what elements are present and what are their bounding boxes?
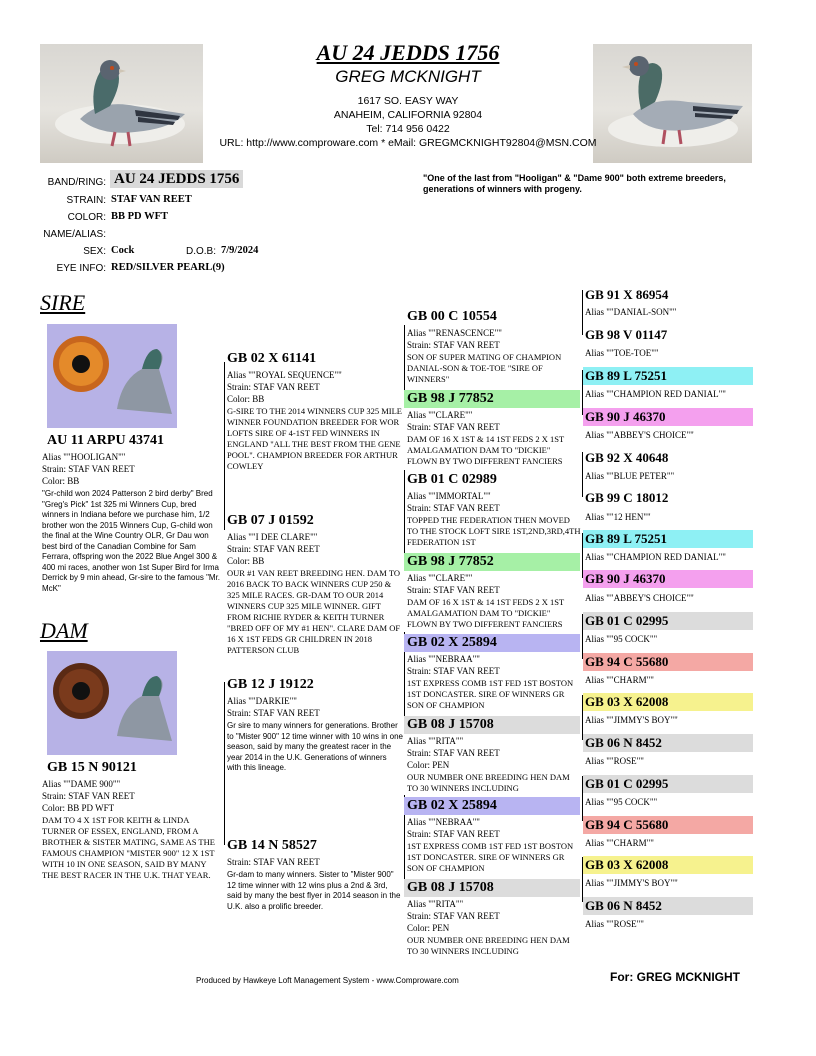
g3-6-notes: 1ST EXPRESS COMB 1ST FED 1ST BOSTON 1ST DONCASTER. SIRE OF WINNERS GR SON OF CHAMPION — [407, 841, 574, 873]
eye-info-label: EYE INFO: — [56, 263, 106, 274]
g4-1-band: GB 98 V 01147 — [585, 327, 668, 342]
g4-0-alias: Alias ""DANIAL-SON"" — [585, 307, 677, 317]
g3-3-band: GB 98 J 77852 — [404, 553, 580, 571]
g3-0-band: GB 00 C 10554 — [407, 309, 497, 324]
g4-6-alias: Alias ""CHAMPION RED DANIAL"" — [585, 552, 726, 562]
strain-label: STRAIN: — [66, 195, 106, 206]
dob-label: D.O.B: — [186, 246, 217, 257]
g3-4-band: GB 02 X 25894 — [404, 634, 580, 652]
g4-5-band: GB 99 C 18012 — [585, 490, 669, 505]
g2-3-notes: Gr-dam to many winners. Sister to "Mister 900" 12 time winner with 12 wins plus a 2nd & 3rd, said by many the best flyer in 2014 season in the U.K. also a prolific breeder. — [227, 870, 401, 911]
g2-3-strain: Strain: STAF VAN REET — [227, 857, 320, 867]
g3-5-band: GB 08 J 15708 — [404, 716, 580, 734]
g3-5-alias: Alias ""RITA"" — [407, 736, 464, 746]
sire-band: AU 11 ARPU 43741 — [47, 433, 165, 448]
g3-4-strain: Strain: STAF VAN REET — [407, 666, 500, 676]
telephone: Tel: 714 956 0422 — [366, 123, 450, 135]
g4-8-band: GB 01 C 02995 — [583, 612, 753, 630]
g2-3-band: GB 14 N 58527 — [227, 838, 317, 853]
g3-6-alias: Alias ""NEBRAA"" — [407, 817, 480, 827]
g4-10-band: GB 03 X 62008 — [583, 693, 753, 711]
g3-3-notes: DAM OF 16 X 1ST & 14 1ST FEDS 2 X 1ST AMALGAMATION DAM TO "DICKIE" FLOWN BY TWO DIFFERENT FANCIERS — [407, 597, 565, 629]
g2-2-band: GB 12 J 19122 — [227, 677, 314, 692]
sire-alias: Alias ""HOOLIGAN"" — [42, 452, 126, 462]
g4-1-alias: Alias ""TOE-TOE"" — [585, 348, 659, 358]
g3-5-strain: Strain: STAF VAN REET — [407, 748, 500, 758]
sire-heading: SIRE — [40, 290, 86, 315]
g4-3-band: GB 90 J 46370 — [583, 408, 753, 426]
g2-1-color: Color: BB — [227, 556, 265, 566]
g4-10-alias: Alias ""JIMMY'S BOY"" — [585, 715, 678, 725]
g3-2-strain: Strain: STAF VAN REET — [407, 503, 500, 513]
g4-7-band: GB 90 J 46370 — [583, 570, 753, 588]
g3-0-alias: Alias ""RENASCENCE"" — [407, 328, 502, 338]
g4-12-band: GB 01 C 02995 — [583, 775, 753, 793]
url-email: URL: http://www.comproware.com * eMail: GREGMCKNIGHT92804@MSN.COM — [219, 137, 597, 149]
sex-label: SEX: — [83, 246, 106, 257]
dam-color: Color: BB PD WFT — [42, 803, 115, 813]
g3-7-notes: OUR NUMBER ONE BREEDING HEN DAM TO 30 WINNERS INCLUDING — [407, 935, 570, 956]
dob-value: 7/9/2024 — [221, 245, 259, 256]
band-value: AU 24 JEDDS 1756 — [110, 170, 243, 188]
g4-5-alias: Alias ""12 HEN"" — [585, 512, 651, 522]
g2-2-strain: Strain: STAF VAN REET — [227, 708, 320, 718]
g3-1-strain: Strain: STAF VAN REET — [407, 422, 500, 432]
pigeon-note: "One of the last from "Hooligan" & "Dame 900" both extreme breeders, generations of winners with progeny. — [423, 173, 726, 194]
g4-14-band: GB 03 X 62008 — [583, 856, 753, 874]
g4-9-band: GB 94 C 55680 — [583, 653, 753, 671]
g2-0-color: Color: BB — [227, 394, 265, 404]
for-owner: For: GREG MCKNIGHT — [610, 970, 740, 984]
dam-alias: Alias ""DAME 900"" — [42, 779, 121, 789]
g2-0-notes: G-SIRE TO THE 2014 WINNERS CUP 325 MILE WINNER FOUNDATION BREEDER FOR WOR LOFTS SIRE OF 4-1ST FED WINNERS IN ENGLAND "ALL THE BEST FROM THE GENE POOL". CHAMPION BREEDER FOR ARTHUR COWLEY — [227, 406, 402, 471]
g3-1-band: GB 98 J 77852 — [404, 390, 580, 408]
g4-11-band: GB 06 N 8452 — [583, 734, 753, 752]
g2-0-band: GB 02 X 61141 — [227, 351, 317, 366]
g3-7-alias: Alias ""RITA"" — [407, 899, 464, 909]
g4-13-band: GB 94 C 55680 — [583, 816, 753, 834]
g3-2-notes: TOPPED THE FEDERATION THEN MOVED TO THE STOCK LOFT SIRE 1ST,2ND,3RD,4TH FEDERATION 1ST — [407, 515, 581, 547]
g4-7-alias: Alias ""ABBEY'S CHOICE"" — [585, 593, 694, 603]
produced-by: Produced by Hawkeye Loft Management System - www.Comproware.com — [196, 976, 459, 985]
sire-strain: Strain: STAF VAN REET — [42, 464, 135, 474]
g4-13-alias: Alias ""CHARM"" — [585, 838, 654, 848]
g3-6-band: GB 02 X 25894 — [404, 797, 580, 815]
g2-1-strain: Strain: STAF VAN REET — [227, 544, 320, 554]
g4-0-band: GB 91 X 86954 — [585, 287, 669, 302]
g3-0-strain: Strain: STAF VAN REET — [407, 340, 500, 350]
g3-1-notes: DAM OF 16 X 1ST & 14 1ST FEDS 2 X 1ST AMALGAMATION DAM TO "DICKIE" FLOWN BY TWO DIFFERENT FANCIERS — [407, 434, 565, 466]
strain-value: STAF VAN REET — [111, 194, 192, 205]
sire-color: Color: BB — [42, 476, 80, 486]
g3-4-notes: 1ST EXPRESS COMB 1ST FED 1ST BOSTON 1ST DONCASTER. SIRE OF WINNERS GR SON OF CHAMPION — [407, 678, 574, 710]
g3-7-color: Color: PEN — [407, 923, 450, 933]
g3-3-strain: Strain: STAF VAN REET — [407, 585, 500, 595]
color-label: COLOR: — [67, 212, 106, 223]
g3-1-alias: Alias ""CLARE"" — [407, 410, 473, 420]
g3-2-alias: Alias ""IMMORTAL"" — [407, 491, 491, 501]
dam-eye-photo — [47, 651, 177, 755]
g4-4-band: GB 92 X 40648 — [585, 450, 669, 465]
g2-0-alias: Alias ""ROYAL SEQUENCE"" — [227, 370, 342, 380]
dam-notes: DAM TO 4 X 1ST FOR KEITH & LINDA TURNER OF ESSEX, ENGLAND, FROM A BROTHER & SISTER MATING, SAME AS THE FAMOUS CHAMPION "MISTER 900" 12 X 1ST WITH 10 IN ONE SEASON, SAID BY MANY THE BEST RACER IN THE U.K. THAT YEAR. — [42, 815, 215, 880]
g3-2-band: GB 01 C 02989 — [407, 472, 497, 487]
g3-3-alias: Alias ""CLARE"" — [407, 573, 473, 583]
address-line-2: ANAHEIM, CALIFORNIA 92804 — [333, 109, 483, 121]
owner-name: GREG MCKNIGHT — [335, 67, 481, 86]
g4-15-band: GB 06 N 8452 — [583, 897, 753, 915]
g3-4-alias: Alias ""NEBRAA"" — [407, 654, 480, 664]
dam-strain: Strain: STAF VAN REET — [42, 791, 135, 801]
g3-5-color: Color: PEN — [407, 760, 450, 770]
g4-2-band: GB 89 L 75251 — [583, 367, 753, 385]
sire-notes: "Gr-child won 2024 Patterson 2 bird derby" Bred "Greg's Pick" 1st 325 mi Winners Cup, bred winners in Indiana before we purchase him, 1/2 brother won the 2015 Winners Cup, G-child won the final at the Wine Country OLR, Gr Dau won best bird of the Canadian Combine for Sam Ferrara, offspring won the 2022 Blue Angel 300 & 400 mi races, another won 1st Super Bird for Irma Derrick by 9 min ahead, Gr-sire to the famous "Mr. McK" — [42, 489, 221, 593]
g4-8-alias: Alias ""95 COCK"" — [585, 634, 658, 644]
page-title-band: AU 24 JEDDS 1756 — [316, 40, 500, 65]
eye-info-value: RED/SILVER PEARL(9) — [111, 262, 225, 273]
name-alias-label: NAME/ALIAS: — [43, 229, 106, 240]
sex-value: Cock — [111, 245, 135, 256]
g4-9-alias: Alias ""CHARM"" — [585, 675, 654, 685]
g4-2-alias: Alias ""CHAMPION RED DANIAL"" — [585, 389, 726, 399]
g4-3-alias: Alias ""ABBEY'S CHOICE"" — [585, 430, 694, 440]
g4-11-alias: Alias ""ROSE"" — [585, 756, 644, 766]
g3-7-band: GB 08 J 15708 — [404, 879, 580, 897]
dam-heading: DAM — [40, 618, 88, 643]
g2-2-notes: Gr sire to many winners for generations. Brother to "Mister 900" 12 time winner with 10 wins in one season, said by many the greatest racer in the year 2014 in the U.K. Generations of winners with this lineage. — [227, 721, 403, 772]
g2-1-band: GB 07 J 01592 — [227, 513, 314, 528]
band-label: BAND/RING: — [47, 177, 106, 188]
g3-0-notes: SON OF SUPER MATING OF CHAMPION DANIAL-SON & TOE-TOE "SIRE OF WINNERS" — [407, 352, 562, 384]
g3-5-notes: OUR NUMBER ONE BREEDING HEN DAM TO 30 WINNERS INCLUDING — [407, 772, 570, 793]
g4-4-alias: Alias ""BLUE PETER"" — [585, 471, 675, 481]
g3-6-strain: Strain: STAF VAN REET — [407, 829, 500, 839]
g4-12-alias: Alias ""95 COCK"" — [585, 797, 658, 807]
g4-14-alias: Alias ""JIMMY'S BOY"" — [585, 878, 678, 888]
sire-eye-photo — [47, 324, 177, 428]
g2-1-notes: OUR #1 VAN REET BREEDING HEN. DAM TO 2016 BACK TO BACK WINNERS CUP 250 & 325 MILE RACES. GR-DAM TO OUR 2014 WINNERS CUP 325 MILE WINNER. GIFT FROM RICHIE RYDER & KEITH TURNER "BRED OFF OF MY #1 HEN". CLARE DAM OF 16 X 1ST FEDS GR CHILDREN IN 2018 PATTERSON CLUB — [227, 568, 401, 655]
g2-0-strain: Strain: STAF VAN REET — [227, 382, 320, 392]
dam-band: GB 15 N 90121 — [47, 760, 137, 775]
g3-7-strain: Strain: STAF VAN REET — [407, 911, 500, 921]
address-line-1: 1617 SO. EASY WAY — [357, 95, 459, 107]
g4-6-band: GB 89 L 75251 — [583, 530, 753, 548]
g4-15-alias: Alias ""ROSE"" — [585, 919, 644, 929]
g2-2-alias: Alias ""DARKIE"" — [227, 696, 297, 706]
color-value: BB PD WFT — [111, 211, 168, 222]
g2-1-alias: Alias ""I DEE CLARE"" — [227, 532, 318, 542]
